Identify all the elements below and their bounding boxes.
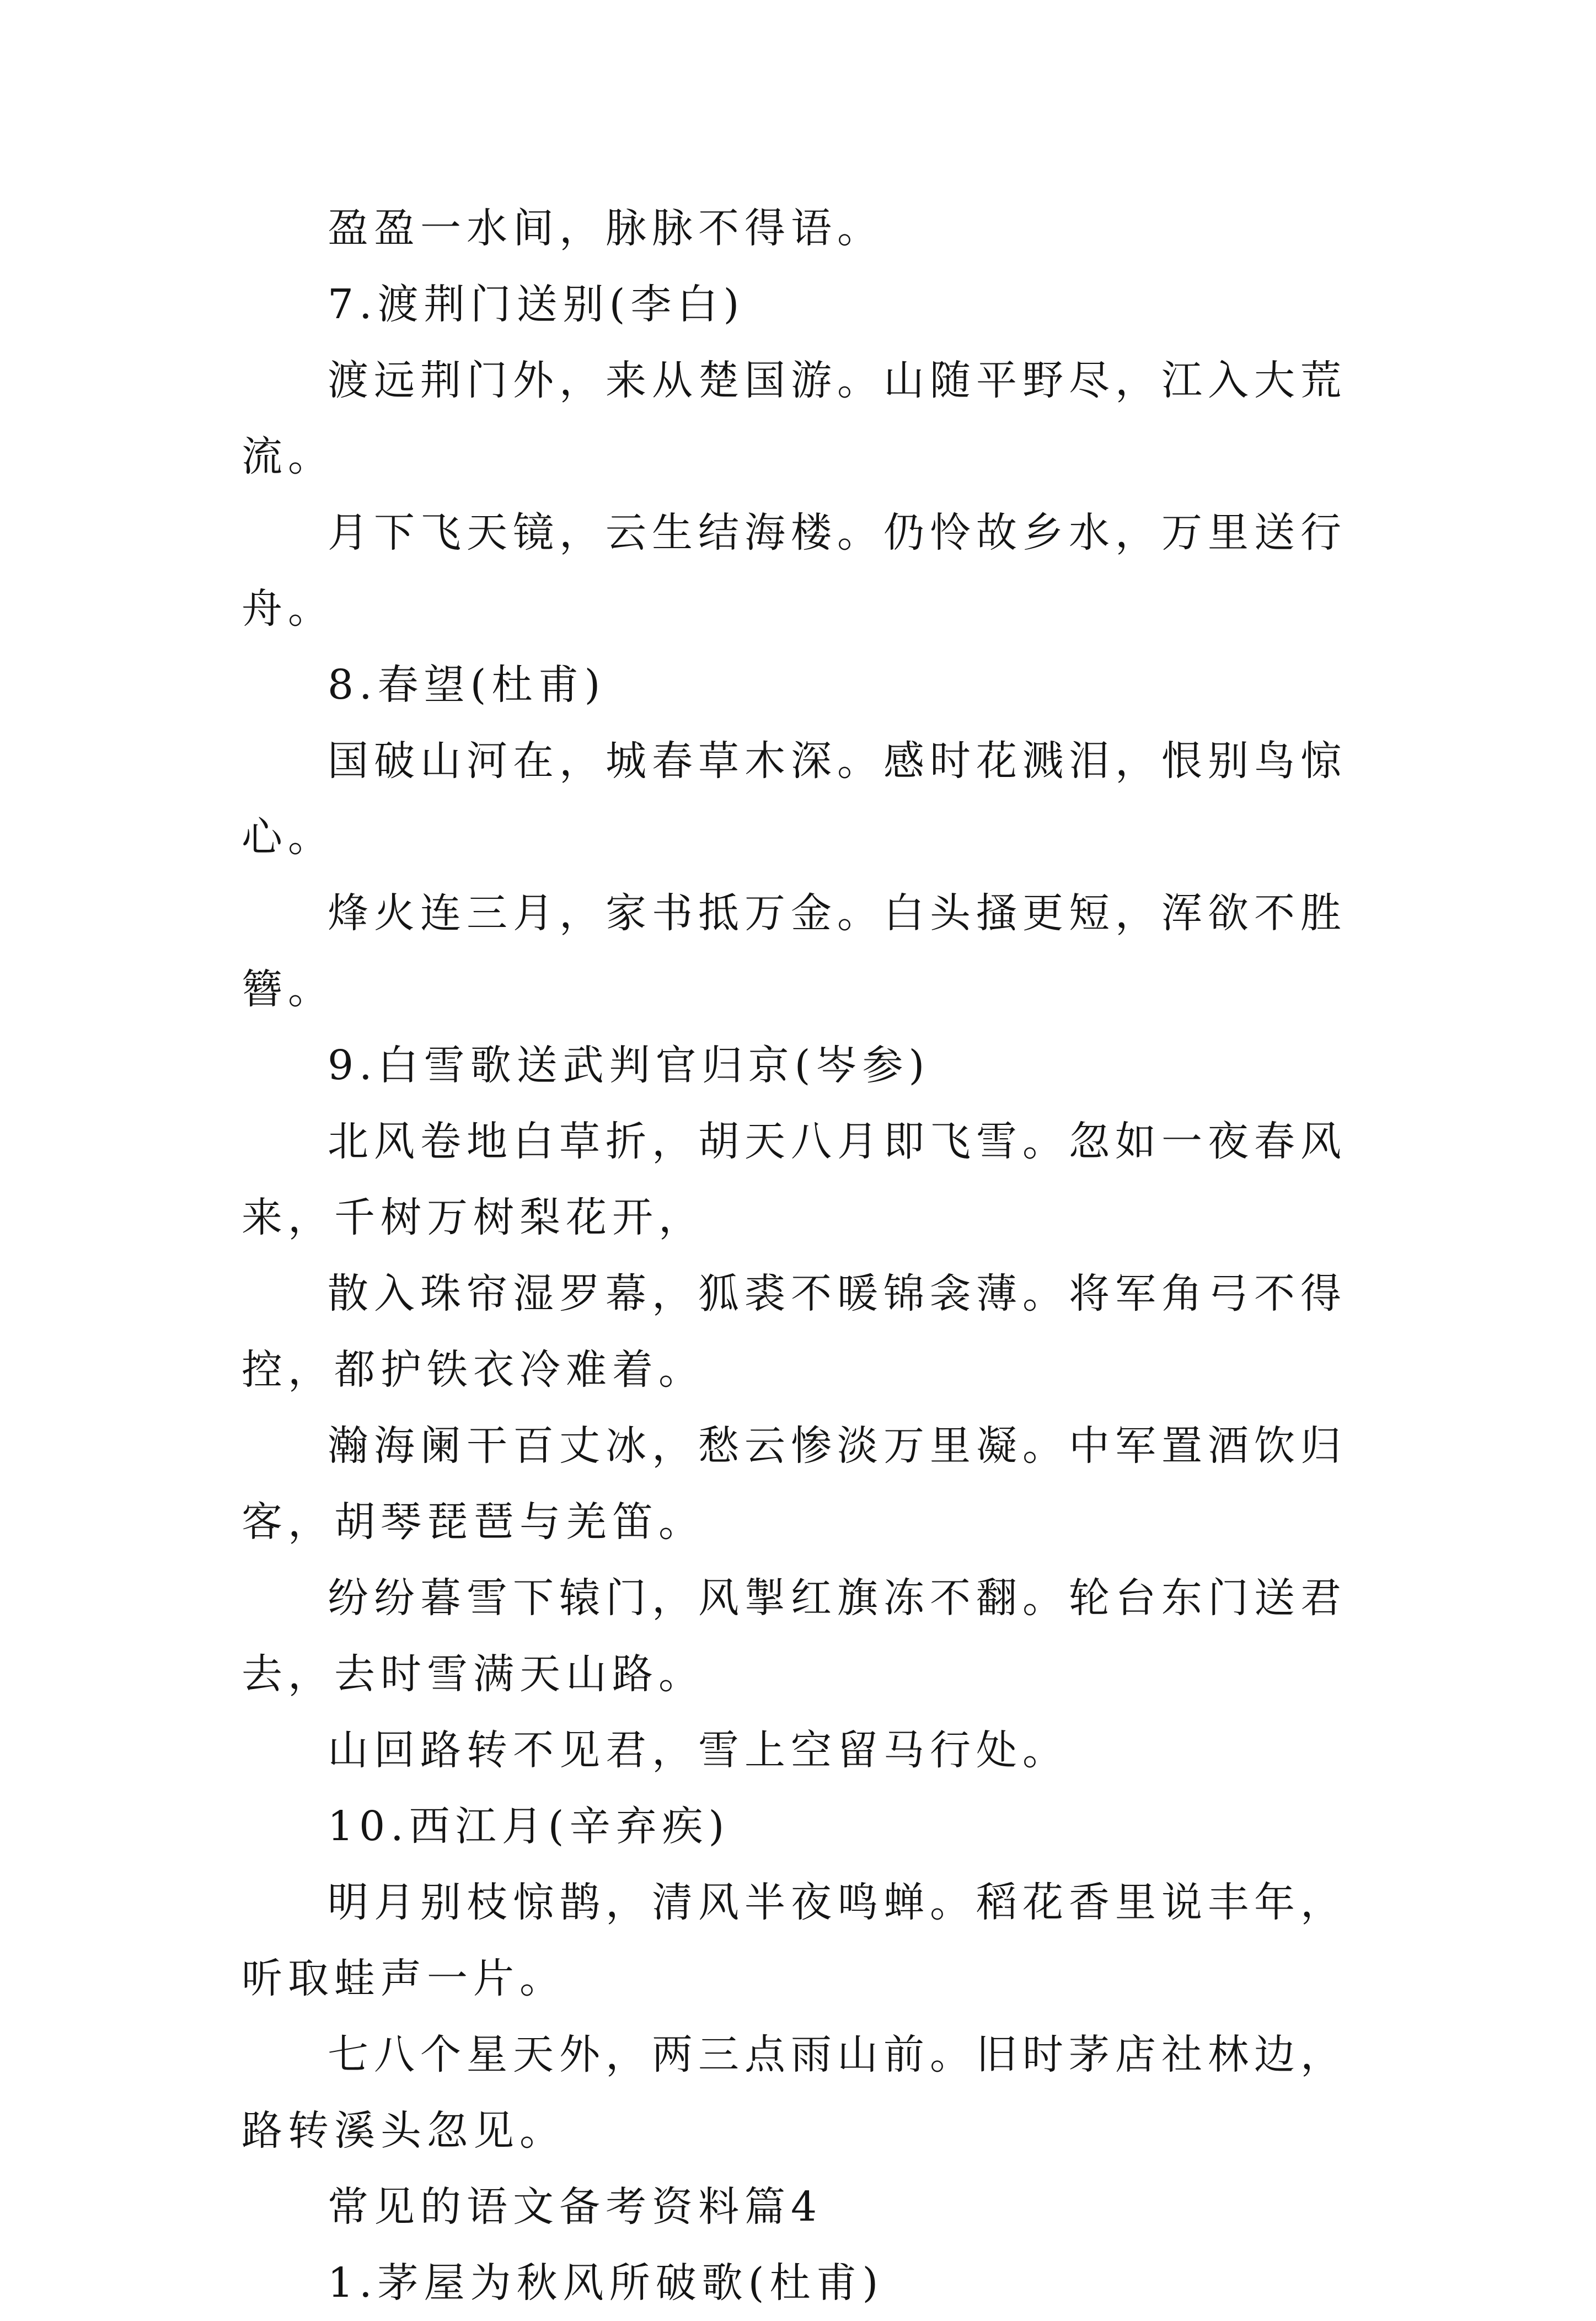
poem-line: 北风卷地白草折，胡天八月即飞雪。忽如一夜春风来，千树万树梨花开， <box>242 1118 1347 1241</box>
poem-line: 山回路转不见君，雪上空留马行处。 <box>328 1727 1069 1774</box>
poem-heading: 9.白雪歌送武判官归京(岑参) <box>328 1042 930 1089</box>
poem-line: 七八个星天外，两三点雨山前。旧时茅店社林边，路转溪头忽见。 <box>242 2031 1347 2154</box>
poem-line: 瀚海阑干百丈冰，愁云惨淡万里凝。中军置酒饮归客，胡琴琵琶与羌笛。 <box>242 1422 1347 1546</box>
poem-line: 月下飞天镜，云生结海楼。仍怜故乡水，万里送行舟。 <box>242 509 1347 632</box>
document-body <box>242 190 1389 2321</box>
poem-line: 盈盈一水间，脉脉不得语。 <box>328 205 883 252</box>
poem-line: 烽火连三月，家书抵万金。白头搔更短，浑欲不胜簪。 <box>242 889 1347 1013</box>
poem-heading: 8.春望(杜甫) <box>328 661 606 709</box>
poem-line: 散入珠帘湿罗幕，狐裘不暖锦衾薄。将军角弓不得控，都护铁衣冷难着。 <box>242 1270 1347 1393</box>
poem-heading: 10.西江月(辛弃疾) <box>328 1803 730 1850</box>
poem-heading: 1.茅屋为秋风所破歌(杜甫) <box>328 2259 884 2307</box>
poem-line: 纷纷暮雪下辕门，风掣红旗冻不翻。轮台东门送君去，去时雪满天山路。 <box>242 1574 1347 1698</box>
poem-line: 明月别枝惊鹊，清风半夜鸣蝉。稻花香里说丰年，听取蛙声一片。 <box>242 1879 1347 2002</box>
section-heading: 常见的语文备考资料篇4 <box>328 2183 823 2231</box>
poem-line: 渡远荆门外，来从楚国游。山随平野尽，江入大荒流。 <box>242 357 1347 480</box>
poem-heading: 7.渡荆门送别(李白) <box>328 281 745 328</box>
poem-line: 国破山河在，城春草木深。感时花溅泪，恨别鸟惊心。 <box>242 737 1347 861</box>
